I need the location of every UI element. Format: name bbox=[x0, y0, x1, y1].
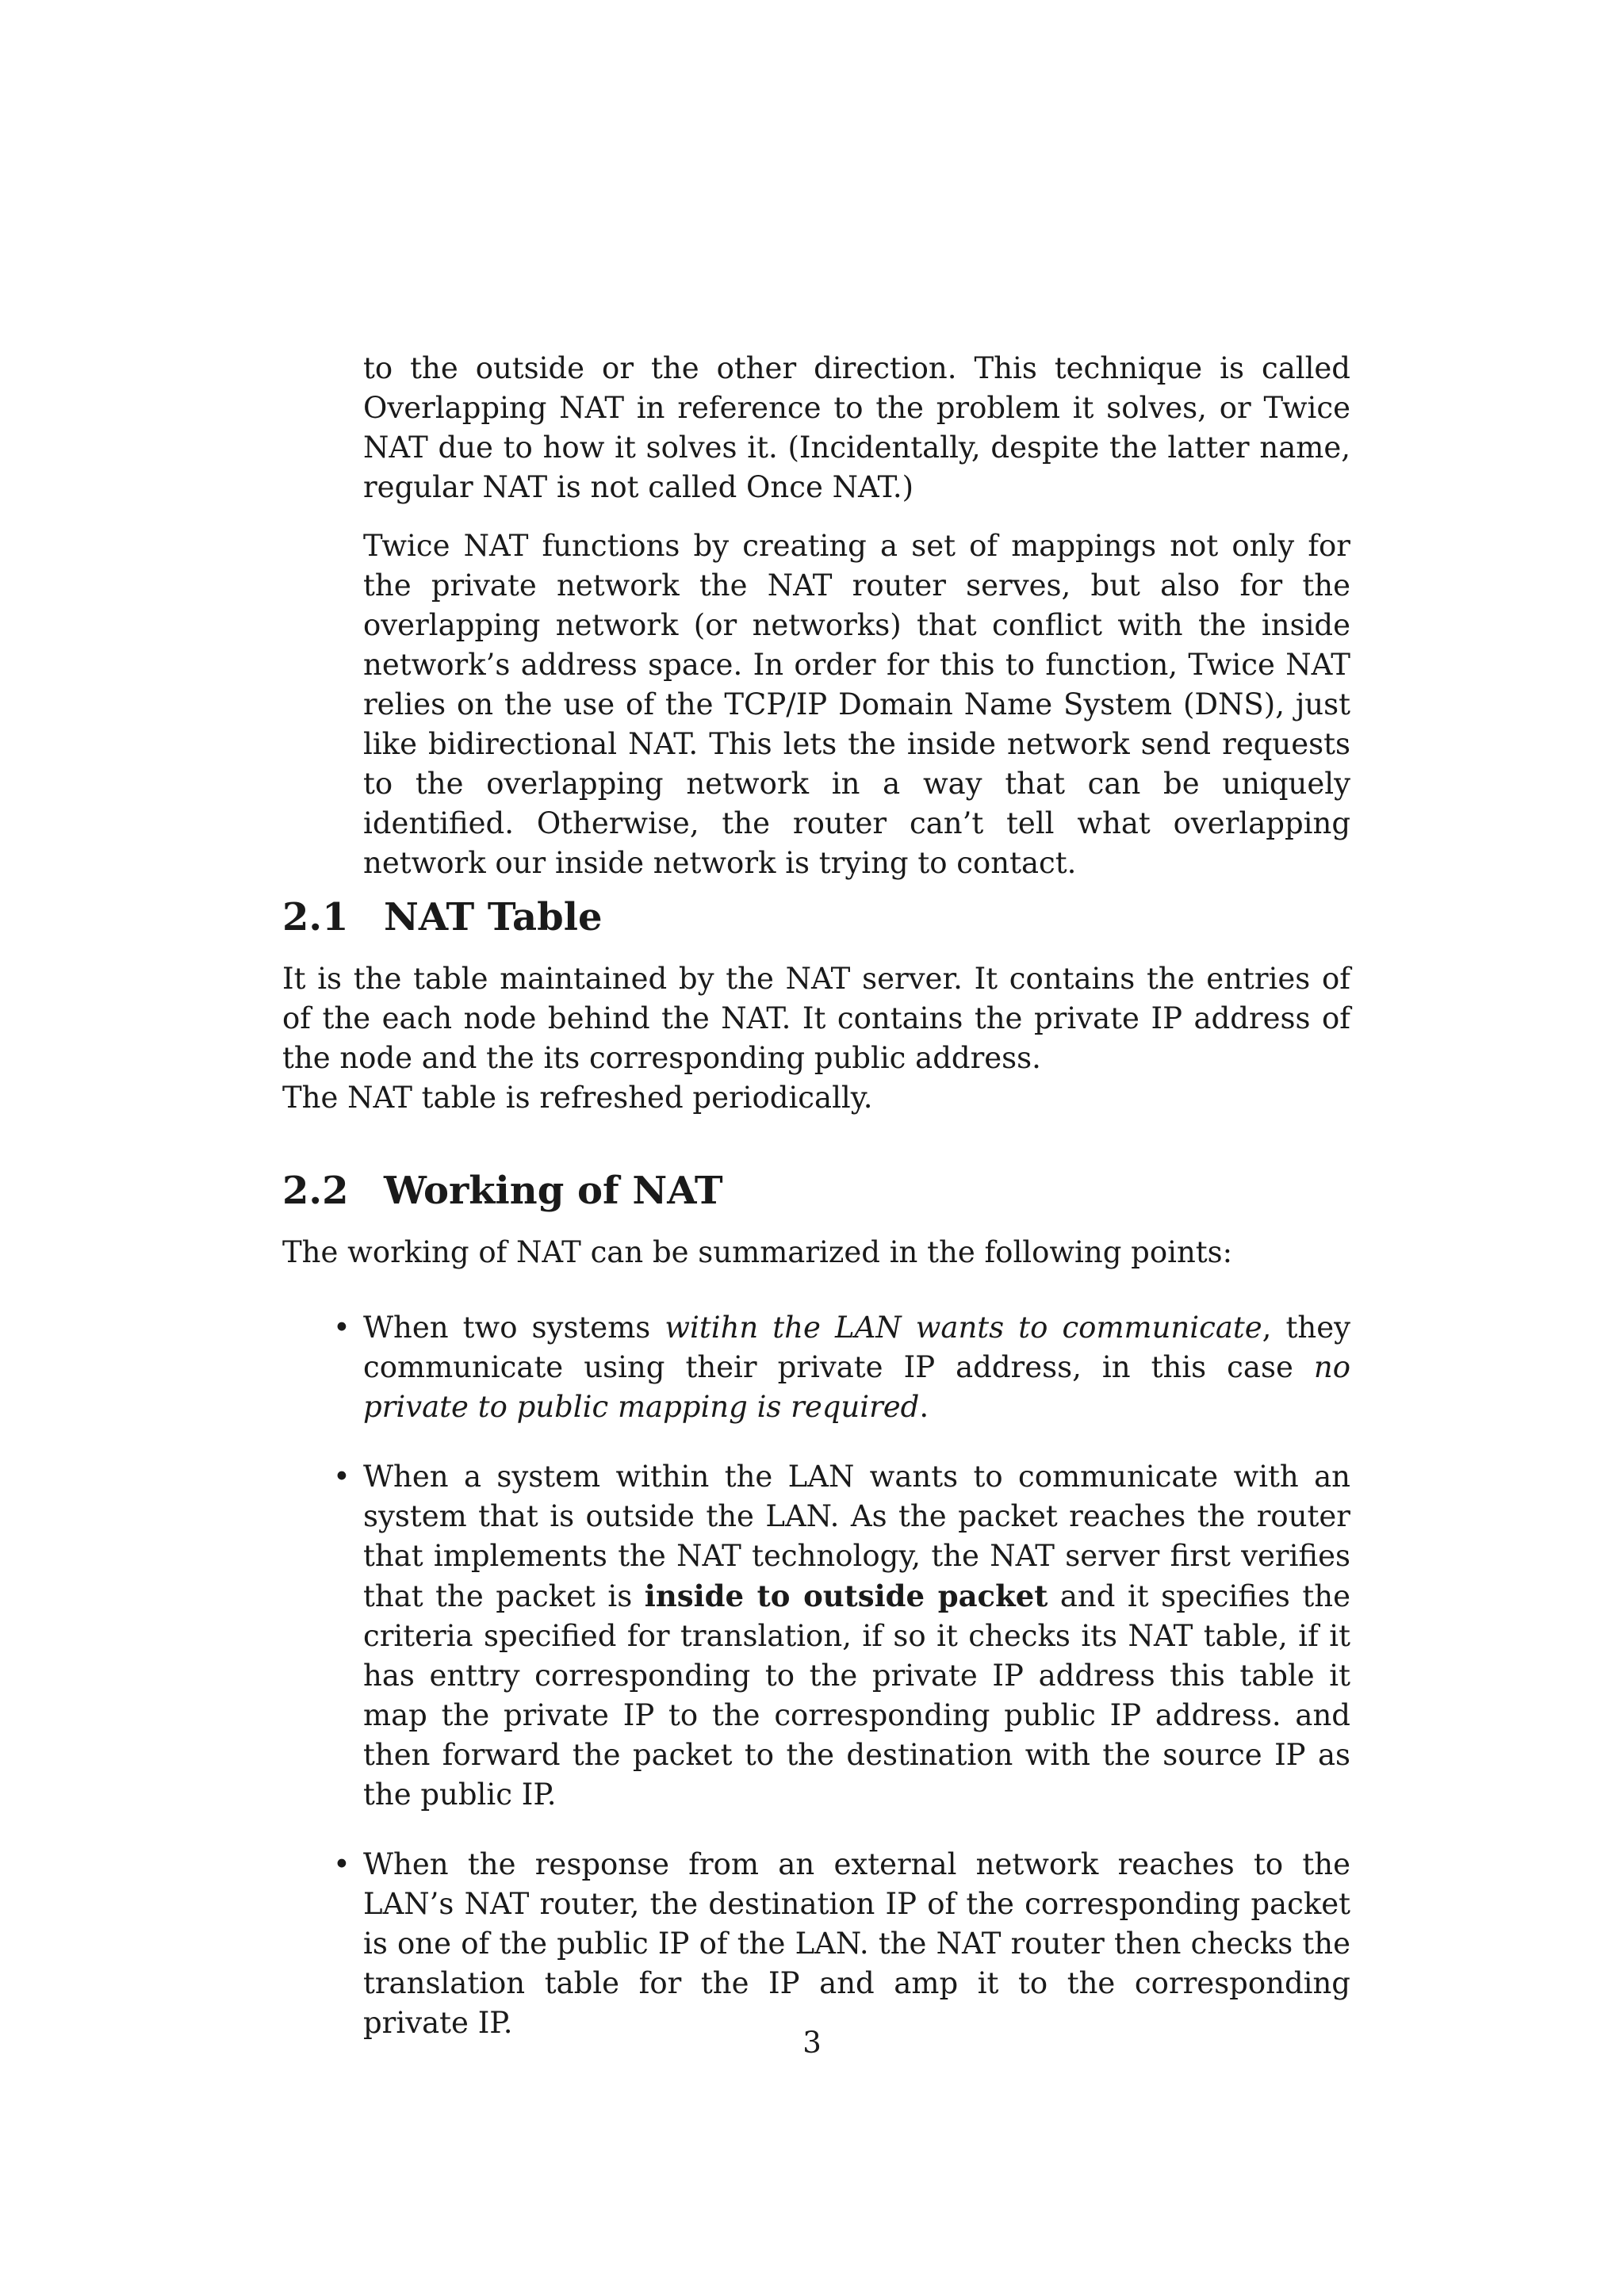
bullet-text: , they communicate using their private IP address, in this case bbox=[363, 1311, 1350, 1384]
bullet-text: When the response from an external network reaches to the LAN’s NAT router, the destination IP of the corresponding packet is one of the public IP of the LAN. the NAT router then checks the translation table for the IP and amp it to the corresponding private IP. bbox=[363, 1847, 1350, 2040]
list-item bbox=[282, 1308, 1350, 1427]
bullet-icon: • bbox=[333, 1460, 350, 1494]
bullet-text: . bbox=[919, 1390, 929, 1424]
bullet-icon: • bbox=[333, 1311, 350, 1345]
list-item bbox=[282, 1457, 1350, 1815]
section-title: NAT Table bbox=[384, 895, 603, 939]
intro-paragraph-2: Twice NAT functions by creating a set of mappings not only for the private network the NAT router serves, but also for the overlapping network (or networks) that conflict with the inside network’s address space. In order for this to function, Twice NAT relies on the use of the TCP/IP Domain Name System (DNS), just like bidirectional NAT. This lets the inside network send requests to the overlapping network in a way that can be uniquely identified. Otherwise, the router can’t tell what overlapping network our inside network is trying to contact. bbox=[363, 529, 1350, 880]
working-intro-paragraph: The working of NAT can be summarized in the following points: bbox=[282, 1235, 1233, 1269]
nat-table-text-line2: The NAT table is refreshed periodically. bbox=[282, 1081, 873, 1115]
bullet-text: and it specifies the criteria specified for translation, if so it checks its NAT table, if it has enttry corresponding to the private IP address this table it map the private IP to the corresponding public IP address. and then forward the packet to the destination with the source IP as the public IP. bbox=[363, 1579, 1350, 1812]
section-heading-working-of-nat bbox=[282, 1167, 723, 1215]
section-title: Working of NAT bbox=[384, 1169, 723, 1213]
section-number: 2.1 bbox=[282, 895, 349, 939]
bullet-emphasis: no private to public mapping is required bbox=[363, 1350, 1350, 1424]
page-number: 3 bbox=[802, 2026, 822, 2060]
section-number: 2.2 bbox=[282, 1169, 349, 1213]
bullet-strong: inside to outside packet bbox=[644, 1578, 1048, 1613]
bullet-text: When two systems bbox=[363, 1311, 665, 1345]
nat-table-paragraph bbox=[282, 959, 1350, 1118]
working-bullet-list bbox=[282, 1308, 1350, 2073]
nat-table-text: It is the table maintained by the NAT server. It contains the entries of of the each node behind the NAT. It contains the private IP address of the node and the its corresponding public address. bbox=[282, 962, 1350, 1075]
bullet-icon: • bbox=[333, 1847, 350, 1881]
intro-paragraph-1: to the outside or the other direction. This technique is called Overlapping NAT in reference to the problem it solves, or Twice NAT due to how it solves it. (Incidentally, despite the latter name, regular NAT is not called Once NAT.) bbox=[363, 351, 1350, 504]
section-heading-nat-table bbox=[282, 894, 602, 941]
bullet-emphasis: witihn the LAN wants to communicate bbox=[665, 1311, 1262, 1345]
bullet-text: When a system within the LAN wants to communicate with an system that is outside the LAN. As the packet reaches the router that implements the NAT technology, the NAT server first verifies that the packet is bbox=[363, 1460, 1350, 1613]
list-item bbox=[282, 1845, 1350, 2043]
